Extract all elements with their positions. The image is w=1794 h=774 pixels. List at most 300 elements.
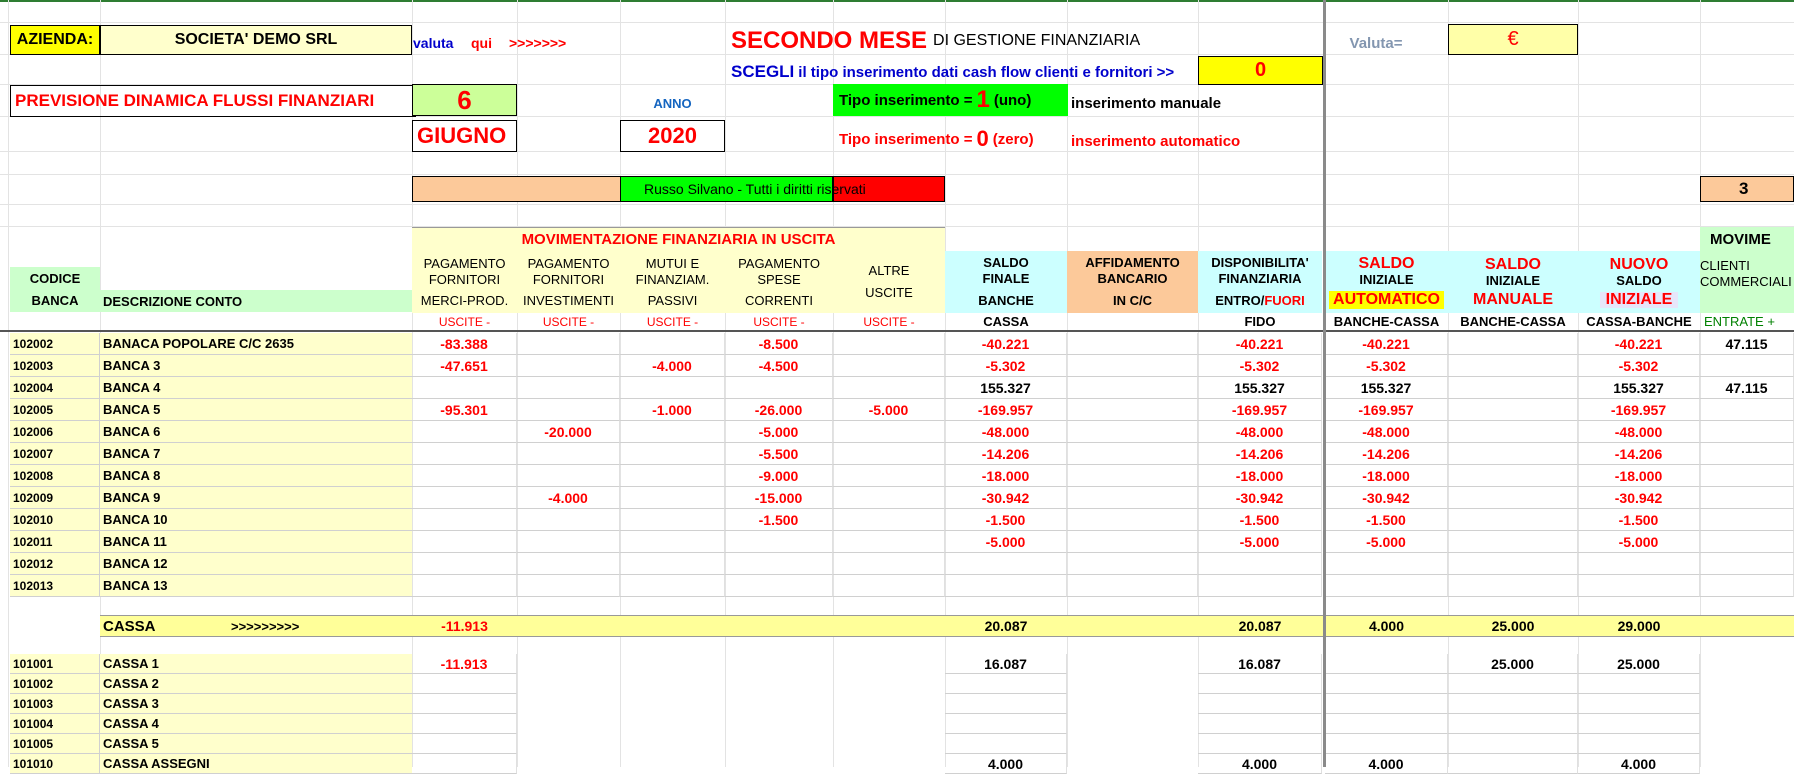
- h-line: FINALE: [982, 271, 1030, 286]
- cell-ps[interactable]: -5.500: [725, 443, 833, 465]
- cell-df[interactable]: 155.327: [1198, 377, 1322, 399]
- cell-mf[interactable]: [620, 553, 725, 575]
- cell-ns[interactable]: -40.221: [1578, 333, 1700, 355]
- row-description[interactable]: CASSA 3: [100, 694, 412, 714]
- row-description[interactable]: CASSA ASSEGNI: [100, 754, 412, 774]
- cell-sa[interactable]: [1325, 694, 1448, 714]
- cell-sm[interactable]: [1448, 553, 1578, 575]
- cell-sm[interactable]: [1448, 443, 1578, 465]
- cell-df[interactable]: -18.000: [1198, 465, 1322, 487]
- cell-pi[interactable]: [517, 465, 620, 487]
- h-line: INIZIALE: [1485, 272, 1541, 288]
- cell-ns[interactable]: 25.000: [1578, 654, 1700, 674]
- h-line: DISPONIBILITA': [1211, 255, 1309, 270]
- cell-ns[interactable]: -1.500: [1578, 509, 1700, 531]
- cell-sf[interactable]: -18.000: [945, 465, 1067, 487]
- cell-pf[interactable]: [412, 575, 517, 597]
- cell-mf[interactable]: [620, 333, 725, 355]
- row-description[interactable]: BANCA 7: [100, 443, 412, 465]
- cell-sa[interactable]: [1325, 553, 1448, 575]
- header-final-balance: [945, 251, 1067, 313]
- h-line: FORNITORI: [532, 271, 605, 287]
- cell-cc[interactable]: [1700, 553, 1794, 575]
- cell-au[interactable]: [833, 465, 945, 487]
- cell-cc[interactable]: [1700, 487, 1794, 509]
- cell-df[interactable]: -5.000: [1198, 531, 1322, 553]
- cell-mf[interactable]: [620, 575, 725, 597]
- row-description[interactable]: BANCA 3: [100, 355, 412, 377]
- row-code: 102007: [10, 443, 100, 465]
- row-description[interactable]: BANCA 5: [100, 399, 412, 421]
- cell-sf[interactable]: -169.957: [945, 399, 1067, 421]
- header-new-initial: [1578, 251, 1700, 313]
- unit-label: USCITE -: [646, 314, 699, 329]
- cell-sf[interactable]: -30.942: [945, 487, 1067, 509]
- cell-ab[interactable]: [1067, 399, 1198, 421]
- cell-pf[interactable]: -83.388: [412, 333, 517, 355]
- cell-df[interactable]: 4.000: [1198, 754, 1322, 774]
- h-line: MUTUI E: [645, 255, 700, 271]
- company-label: AZIENDA:: [10, 25, 100, 55]
- cell-ns[interactable]: [1578, 734, 1700, 754]
- month-number[interactable]: 6: [412, 84, 517, 116]
- cell-ns[interactable]: [1578, 674, 1700, 694]
- cell-ab[interactable]: [1067, 553, 1198, 575]
- cell-au[interactable]: [833, 531, 945, 553]
- cell-sm[interactable]: [1448, 399, 1578, 421]
- cell-au[interactable]: -5.000: [833, 399, 945, 421]
- cell-ps[interactable]: [725, 377, 833, 399]
- cell-sm[interactable]: [1448, 575, 1578, 597]
- year-value[interactable]: 2020: [620, 120, 725, 152]
- month-name: GIUGNO: [412, 120, 517, 152]
- cell-pi[interactable]: -4.000: [517, 487, 620, 509]
- cell-sa[interactable]: [1325, 575, 1448, 597]
- cell-pf[interactable]: -95.301: [412, 399, 517, 421]
- cell-sa[interactable]: -30.942: [1325, 487, 1448, 509]
- cell-cc[interactable]: [1700, 509, 1794, 531]
- cell-cc[interactable]: [1700, 575, 1794, 597]
- cell-pi[interactable]: [517, 509, 620, 531]
- h-line: INIZIALE: [1359, 271, 1414, 287]
- top-border: [0, 0, 1794, 2]
- cell-ps[interactable]: -5.000: [725, 421, 833, 443]
- cell-sa[interactable]: -5.302: [1325, 355, 1448, 377]
- cell-sa[interactable]: -5.000: [1325, 531, 1448, 553]
- cell-au[interactable]: [833, 509, 945, 531]
- cell-sf[interactable]: 16.087: [945, 654, 1067, 674]
- row-description[interactable]: CASSA 2: [100, 674, 412, 694]
- choose-text: il tipo inserimento dati cash flow clienti e fornitori >>: [798, 63, 1175, 81]
- row-description[interactable]: CASSA 4: [100, 714, 412, 734]
- cell-sm[interactable]: [1448, 421, 1578, 443]
- cell-ab[interactable]: [1067, 575, 1198, 597]
- insert-type-1-desc: inserimento manuale: [1071, 94, 1222, 112]
- cell-pf[interactable]: [412, 754, 517, 774]
- row-code: 101005: [10, 734, 100, 754]
- month-title-sub: DI GESTIONE FINANZIARIA: [933, 32, 1141, 49]
- cell-ps[interactable]: [725, 553, 833, 575]
- h-line: COMMERCIALI: [1700, 274, 1792, 289]
- row-description[interactable]: BANCA 9: [100, 487, 412, 509]
- cell-ns[interactable]: -5.302: [1578, 355, 1700, 377]
- row-code: 101003: [10, 694, 100, 714]
- cell-sm[interactable]: [1448, 531, 1578, 553]
- cell-pf[interactable]: [412, 714, 517, 734]
- cell-ns[interactable]: -18.000: [1578, 465, 1700, 487]
- h-line: PAGAMENTO: [527, 255, 610, 271]
- cell-sa[interactable]: -48.000: [1325, 421, 1448, 443]
- row-code: 102006: [10, 421, 100, 443]
- cell-pf[interactable]: [412, 553, 517, 575]
- cell-df[interactable]: [1198, 694, 1322, 714]
- insert-type-1-box: [833, 84, 1068, 116]
- company-name[interactable]: SOCIETA' DEMO SRL: [100, 25, 412, 55]
- unit-label: CASSA: [983, 314, 1029, 329]
- h-line: FUORI: [1264, 293, 1305, 308]
- cell-ps[interactable]: -9.000: [725, 465, 833, 487]
- cell-pi[interactable]: [517, 553, 620, 575]
- cell-ns[interactable]: -14.206: [1578, 443, 1700, 465]
- cell-au[interactable]: [833, 377, 945, 399]
- insert-type-0-suffix: (zero): [992, 130, 1034, 148]
- insert-type-0-prefix: Tipo inserimento =: [839, 130, 973, 148]
- cell-sf[interactable]: [945, 694, 1067, 714]
- cell-sa[interactable]: [1325, 674, 1448, 694]
- header-initial-auto: [1325, 251, 1448, 313]
- insert-type-0-desc: inserimento automatico: [1071, 132, 1241, 150]
- cell-sm[interactable]: [1448, 694, 1578, 714]
- currency-symbol[interactable]: €: [1448, 24, 1578, 55]
- header-separator: [0, 330, 1794, 332]
- header-pay-suppliers-goods: [412, 251, 517, 313]
- cell-sa[interactable]: [1325, 654, 1448, 674]
- cell-mf[interactable]: [620, 509, 725, 531]
- cassa-total-df: 20.087: [1238, 618, 1282, 634]
- h-line: INVESTIMENTI: [522, 292, 614, 308]
- row-code: 101001: [10, 654, 100, 674]
- cell-au[interactable]: [833, 333, 945, 355]
- cell-df[interactable]: [1198, 714, 1322, 734]
- cell-df[interactable]: -30.942: [1198, 487, 1322, 509]
- cell-sf[interactable]: 155.327: [945, 377, 1067, 399]
- insert-type-input[interactable]: 0: [1198, 56, 1323, 85]
- cassa-total-label: CASSA: [103, 617, 156, 635]
- cell-cc[interactable]: [1700, 421, 1794, 443]
- choose-insert-type: [728, 58, 1198, 86]
- row-code: 102004: [10, 377, 100, 399]
- year-label: ANNO: [653, 95, 692, 111]
- cell-sf[interactable]: [945, 674, 1067, 694]
- cell-au[interactable]: [833, 443, 945, 465]
- header-pay-suppliers-invest: [517, 251, 620, 313]
- cell-sf[interactable]: [945, 714, 1067, 734]
- cell-ab[interactable]: [1067, 509, 1198, 531]
- cell-sf[interactable]: -5.302: [945, 355, 1067, 377]
- cell-au[interactable]: [833, 487, 945, 509]
- cell-sa[interactable]: [1325, 734, 1448, 754]
- cell-sa[interactable]: -40.221: [1325, 333, 1448, 355]
- h-line: SALDO: [1485, 255, 1541, 273]
- cell-sm[interactable]: [1448, 754, 1578, 774]
- cell-ps[interactable]: -15.000: [725, 487, 833, 509]
- h-line: SPESE: [757, 271, 801, 287]
- h-line: SALDO: [983, 255, 1029, 270]
- cell-pf[interactable]: [412, 509, 517, 531]
- cell-sf[interactable]: [945, 575, 1067, 597]
- insert-type-0-box: [833, 124, 1068, 154]
- cell-au[interactable]: [833, 421, 945, 443]
- h-line: SALDO: [1616, 272, 1662, 288]
- cell-ab[interactable]: [1067, 355, 1198, 377]
- header-initial-manual: [1448, 251, 1578, 313]
- insert-type-0-value: 0: [976, 126, 989, 151]
- cell-df[interactable]: -40.221: [1198, 333, 1322, 355]
- row-description[interactable]: BANCA 6: [100, 421, 412, 443]
- cell-sm[interactable]: [1448, 509, 1578, 531]
- cell-sm[interactable]: [1448, 465, 1578, 487]
- cell-pi[interactable]: [517, 333, 620, 355]
- h-line: CORRENTI: [745, 292, 813, 308]
- unit-label: USCITE -: [542, 314, 595, 329]
- cell-pf[interactable]: [412, 531, 517, 553]
- cell-ps[interactable]: -4.500: [725, 355, 833, 377]
- cell-cc[interactable]: 47.115: [1700, 377, 1794, 399]
- row-code: 102009: [10, 487, 100, 509]
- cell-sf[interactable]: -1.500: [945, 509, 1067, 531]
- cell-ns[interactable]: -169.957: [1578, 399, 1700, 421]
- h-line: MERCI-PROD.: [420, 292, 509, 308]
- cell-mf[interactable]: -4.000: [620, 355, 725, 377]
- cell-pi[interactable]: -20.000: [517, 421, 620, 443]
- header-code-line2: BANCA: [31, 292, 79, 308]
- cell-mf[interactable]: [620, 443, 725, 465]
- row-code: 102005: [10, 399, 100, 421]
- cell-df[interactable]: [1198, 674, 1322, 694]
- cell-cc[interactable]: [1700, 465, 1794, 487]
- header-code-line1: CODICE: [29, 270, 81, 286]
- currency-prompt-here: qui: [471, 35, 492, 51]
- cell-mf[interactable]: [620, 531, 725, 553]
- cell-pf[interactable]: [412, 465, 517, 487]
- header-current-expenses: [725, 251, 833, 313]
- cell-pi[interactable]: [517, 443, 620, 465]
- cell-sm[interactable]: [1448, 674, 1578, 694]
- h-line: FINANZIARIA: [1218, 271, 1302, 286]
- cell-df[interactable]: -169.957: [1198, 399, 1322, 421]
- unit-label: USCITE -: [753, 314, 805, 329]
- cell-sf[interactable]: -14.206: [945, 443, 1067, 465]
- cell-sf[interactable]: 4.000: [945, 754, 1067, 774]
- h-line: MANUALE: [1473, 290, 1553, 308]
- cell-ns[interactable]: [1578, 553, 1700, 575]
- h-line: ENTRO/: [1215, 293, 1265, 308]
- insert-type-1-suffix: (uno): [993, 91, 1032, 109]
- cell-cc[interactable]: 47.115: [1700, 333, 1794, 355]
- cell-ps[interactable]: [725, 531, 833, 553]
- row-description[interactable]: BANCA 12: [100, 553, 412, 575]
- unit-label: USCITE -: [863, 314, 915, 329]
- cell-ab[interactable]: [1067, 487, 1198, 509]
- cell-ps[interactable]: -26.000: [725, 399, 833, 421]
- cell-ab[interactable]: [1067, 377, 1198, 399]
- h-line: USCITE: [865, 285, 913, 300]
- gridline: [0, 174, 1794, 175]
- cell-pf[interactable]: -47.651: [412, 355, 517, 377]
- cell-ab[interactable]: [1067, 421, 1198, 443]
- cell-sa[interactable]: -169.957: [1325, 399, 1448, 421]
- h-line: PASSIVI: [647, 292, 698, 308]
- row-code: 102011: [10, 531, 100, 553]
- cell-cc[interactable]: [1700, 443, 1794, 465]
- h-line: SALDO: [1358, 254, 1415, 272]
- cell-sa[interactable]: 155.327: [1325, 377, 1448, 399]
- cell-sm[interactable]: [1448, 734, 1578, 754]
- cell-mf[interactable]: [620, 421, 725, 443]
- cell-pf[interactable]: [412, 487, 517, 509]
- header-other-outflows: [833, 251, 945, 313]
- cell-mf[interactable]: [620, 465, 725, 487]
- cassa-total-arrows: >>>>>>>>>: [231, 618, 300, 634]
- h-line: NUOVO: [1609, 255, 1669, 273]
- cell-pi[interactable]: [517, 355, 620, 377]
- row-code: 102013: [10, 575, 100, 597]
- unit-label: FIDO: [1244, 314, 1276, 329]
- row-description[interactable]: CASSA 5: [100, 734, 412, 754]
- cell-df[interactable]: 16.087: [1198, 654, 1322, 674]
- h-line: PAGAMENTO: [738, 255, 820, 271]
- cell-sa[interactable]: -14.206: [1325, 443, 1448, 465]
- cell-au[interactable]: [833, 575, 945, 597]
- cell-sm[interactable]: 25.000: [1448, 654, 1578, 674]
- row-code: 101010: [10, 754, 100, 774]
- forecast-label: PREVISIONE DINAMICA FLUSSI FINANZIARI: [10, 85, 416, 117]
- cell-df[interactable]: -5.302: [1198, 355, 1322, 377]
- cell-pf[interactable]: [412, 377, 517, 399]
- cell-pf[interactable]: [412, 443, 517, 465]
- cell-cc[interactable]: [1700, 531, 1794, 553]
- cell-df[interactable]: -14.206: [1198, 443, 1322, 465]
- gridline: [0, 204, 1794, 205]
- month-title-main: SECONDO MESE: [731, 27, 928, 54]
- h-line: PAGAMENTO: [423, 255, 506, 271]
- cell-df[interactable]: [1198, 575, 1322, 597]
- counter-box: 3: [1700, 176, 1794, 202]
- cell-sf[interactable]: -48.000: [945, 421, 1067, 443]
- cell-ps[interactable]: -1.500: [725, 509, 833, 531]
- cassa-total-ns: 29.000: [1617, 618, 1661, 634]
- cell-sa[interactable]: -1.500: [1325, 509, 1448, 531]
- cell-ab[interactable]: [1067, 443, 1198, 465]
- cell-ns[interactable]: [1578, 575, 1700, 597]
- cell-sf[interactable]: -5.000: [945, 531, 1067, 553]
- row-description[interactable]: CASSA 1: [100, 654, 412, 674]
- h-line: BANCARIO: [1097, 271, 1168, 286]
- section-out-header: MOVIMENTAZIONE FINANZIARIA IN USCITA: [412, 227, 945, 251]
- cell-sm[interactable]: [1448, 487, 1578, 509]
- cell-df[interactable]: [1198, 553, 1322, 575]
- cell-ns[interactable]: -5.000: [1578, 531, 1700, 553]
- cell-ns[interactable]: 4.000: [1578, 754, 1700, 774]
- row-description[interactable]: BANCA 13: [100, 575, 412, 597]
- cell-au[interactable]: [833, 553, 945, 575]
- h-line: ALTRE: [868, 263, 910, 278]
- cell-pf[interactable]: -11.913: [412, 654, 517, 674]
- currency-label: Valuta=: [1349, 34, 1403, 52]
- cell-sm[interactable]: [1448, 714, 1578, 734]
- row-code: 102003: [10, 355, 100, 377]
- cell-pf[interactable]: [412, 674, 517, 694]
- unit-label: ENTRATE +: [1704, 314, 1775, 329]
- header-availability: [1198, 251, 1322, 313]
- cell-pf[interactable]: [412, 694, 517, 714]
- cassa-total-sa: 4.000: [1368, 618, 1405, 634]
- cell-pf[interactable]: [412, 421, 517, 443]
- cell-pi[interactable]: [517, 399, 620, 421]
- copyright-text: Russo Silvano - Tutti i diritti riservati: [644, 181, 866, 197]
- header-loans: [620, 251, 725, 313]
- row-description[interactable]: BANCA 8: [100, 465, 412, 487]
- cell-sm[interactable]: [1448, 377, 1578, 399]
- row-code: 102012: [10, 553, 100, 575]
- cell-df[interactable]: -1.500: [1198, 509, 1322, 531]
- cell-sa[interactable]: [1325, 714, 1448, 734]
- section-in-header: MOVIME: [1700, 227, 1794, 251]
- row-description[interactable]: BANCA 10: [100, 509, 412, 531]
- cell-sa[interactable]: -18.000: [1325, 465, 1448, 487]
- cell-ab[interactable]: [1067, 333, 1198, 355]
- row-description[interactable]: BANCA 4: [100, 377, 412, 399]
- cell-df[interactable]: [1198, 734, 1322, 754]
- cell-sf[interactable]: -40.221: [945, 333, 1067, 355]
- h-line: AUTOMATICO: [1329, 291, 1444, 309]
- cell-ns[interactable]: -48.000: [1578, 421, 1700, 443]
- cell-pi[interactable]: [517, 377, 620, 399]
- cell-ns[interactable]: -30.942: [1578, 487, 1700, 509]
- cell-cc[interactable]: [1700, 355, 1794, 377]
- cell-sm[interactable]: [1448, 355, 1578, 377]
- unit-label: BANCHE-CASSA: [1333, 314, 1440, 329]
- cell-cc[interactable]: [1700, 399, 1794, 421]
- cell-mf[interactable]: -1.000: [620, 399, 725, 421]
- cell-ps[interactable]: -8.500: [725, 333, 833, 355]
- cell-sm[interactable]: [1448, 333, 1578, 355]
- cell-mf[interactable]: [620, 377, 725, 399]
- row-description[interactable]: BANCA 11: [100, 531, 412, 553]
- cell-sf[interactable]: [945, 734, 1067, 754]
- cell-ns[interactable]: [1578, 714, 1700, 734]
- cell-au[interactable]: [833, 355, 945, 377]
- cell-pi[interactable]: [517, 531, 620, 553]
- cell-pi[interactable]: [517, 575, 620, 597]
- cell-ab[interactable]: [1067, 465, 1198, 487]
- cell-pf[interactable]: [412, 734, 517, 754]
- cell-df[interactable]: -48.000: [1198, 421, 1322, 443]
- row-code: 102008: [10, 465, 100, 487]
- cell-ab[interactable]: [1067, 531, 1198, 553]
- cell-ns[interactable]: [1578, 694, 1700, 714]
- cell-ps[interactable]: [725, 575, 833, 597]
- pane-separator[interactable]: [1323, 0, 1326, 767]
- cell-sf[interactable]: [945, 553, 1067, 575]
- currency-arrows: >>>>>>>: [509, 35, 567, 51]
- cell-sa[interactable]: 4.000: [1325, 754, 1448, 774]
- row-description[interactable]: BANACA POPOLARE C/C 2635: [100, 333, 412, 355]
- cell-mf[interactable]: [620, 487, 725, 509]
- cell-ns[interactable]: 155.327: [1578, 377, 1700, 399]
- header-clients: [1700, 251, 1794, 313]
- h-line: INIZIALE: [1600, 292, 1679, 308]
